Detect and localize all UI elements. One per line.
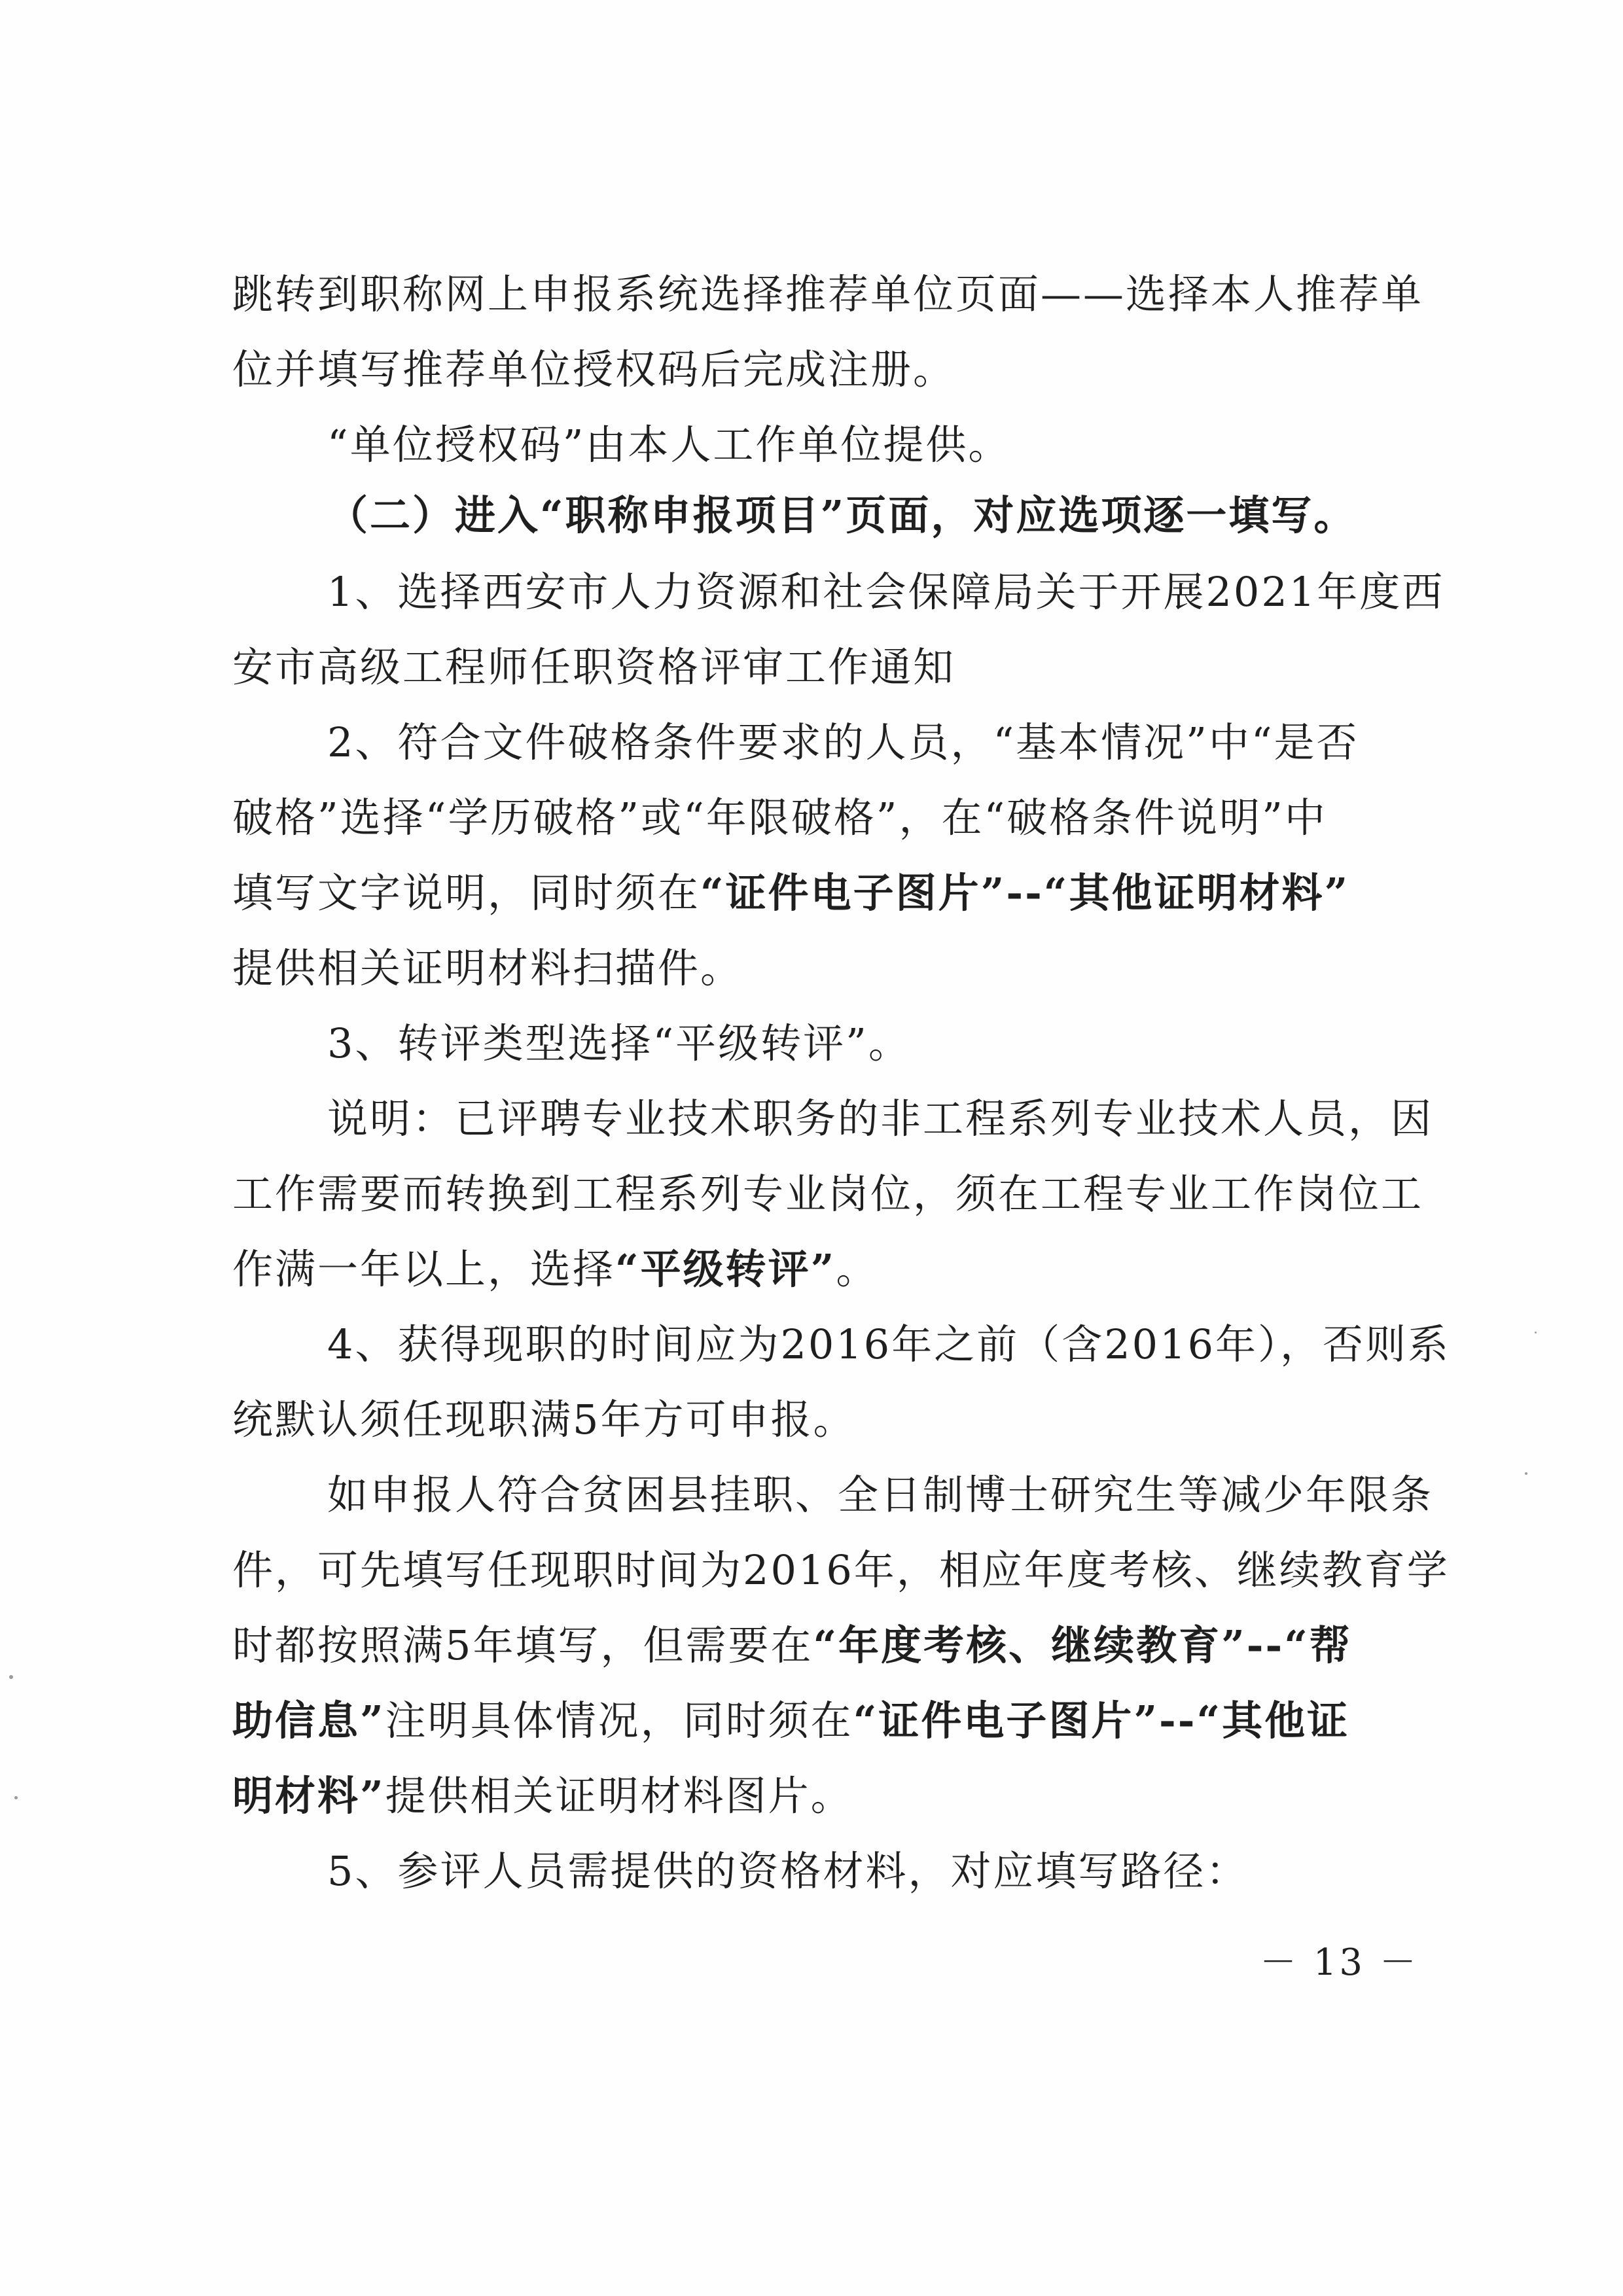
bold-text-segment: “证件电子图片”--“其他证明材料” xyxy=(700,869,1350,917)
text-segment: 作满一年以上，选择 xyxy=(232,1245,616,1293)
text-segment: 件，可先填写任现职时间为2016年，相应年度考核、继续教育学 xyxy=(232,1546,1450,1594)
text-segment: 工作需要而转换到工程系列专业岗位，须在工程专业工作岗位工 xyxy=(232,1170,1424,1218)
text-segment: 安市高级工程师任职资格评审工作通知 xyxy=(232,643,956,691)
text-line xyxy=(327,1469,1433,1521)
text-segment: 统默认须任现职满5年方可申报。 xyxy=(232,1396,856,1443)
text-line xyxy=(232,344,955,396)
bold-text-segment: “年度考核、继续教育”--“帮 xyxy=(813,1621,1352,1669)
bold-text-segment: “证件电子图片”--“其他证 xyxy=(853,1697,1350,1744)
bold-text-segment: （二）进入“职称申报项目”页面，对应选项逐一填写。 xyxy=(327,491,1357,539)
text-line xyxy=(327,716,1359,769)
text-segment: 4、获得现职的时间应为2016年之前（含2016年），否则系 xyxy=(327,1320,1451,1368)
text-line xyxy=(232,867,1349,919)
text-line xyxy=(327,1093,1433,1145)
text-segment: 注明具体情况，同时须在 xyxy=(385,1697,853,1744)
text-segment: 破格”选择“学历破格”或“年限破格”，在“破格条件说明”中 xyxy=(232,794,1327,841)
text-segment: 提供相关证明材料扫描件。 xyxy=(232,944,743,992)
text-line xyxy=(232,1770,853,1822)
bold-text-segment: 助信息” xyxy=(232,1697,385,1744)
text-line xyxy=(327,1845,1248,1898)
text-segment: 2、符合文件破格条件要求的人员，“基本情况”中“是否 xyxy=(327,718,1359,766)
text-segment: 提供相关证明材料图片。 xyxy=(385,1772,853,1820)
text-line xyxy=(232,1544,1450,1597)
scan-speck xyxy=(1535,1332,1537,1333)
text-line xyxy=(327,1017,911,1070)
text-segment: 。 xyxy=(836,1245,879,1293)
text-line xyxy=(327,419,1010,471)
text-line xyxy=(232,1243,878,1296)
page-number: － 13 － xyxy=(1260,1941,1419,1984)
text-segment: 时都按照满5年填写，但需要在 xyxy=(232,1621,813,1669)
text-segment: 说明：已评聘专业技术职务的非工程系列专业技术人员，因 xyxy=(327,1095,1434,1142)
text-line xyxy=(232,1695,1349,1747)
text-line xyxy=(327,1318,1450,1371)
text-segment: 1、选择西安市人力资源和社会保障局关于开展2021年度西 xyxy=(327,568,1445,616)
text-line xyxy=(327,489,1356,542)
text-line xyxy=(232,1394,855,1446)
text-line xyxy=(232,942,743,995)
text-segment: 跳转到职称网上申报系统选择推荐单位页面——选择本人推荐单 xyxy=(232,270,1424,318)
text-segment: 3、转评类型选择“平级转评”。 xyxy=(327,1019,911,1067)
text-line xyxy=(232,1619,1352,1672)
text-segment: 如申报人符合贫困县挂职、全日制博士研究生等减少年限条 xyxy=(327,1471,1434,1519)
text-line xyxy=(327,566,1444,618)
text-segment: 位并填写推荐单位授权码后完成注册。 xyxy=(232,345,956,393)
text-segment: 填写文字说明，同时须在 xyxy=(232,869,701,917)
bold-text-segment: “平级转评” xyxy=(615,1245,836,1293)
text-segment: 5、参评人员需提供的资格材料，对应填写路径： xyxy=(327,1847,1249,1895)
bold-text-segment: 明材料” xyxy=(232,1772,385,1820)
scan-speck xyxy=(1525,1472,1527,1475)
text-line xyxy=(232,268,1423,321)
scan-speck xyxy=(14,1796,18,1799)
text-line xyxy=(232,641,955,694)
scan-speck xyxy=(9,1675,13,1679)
text-line xyxy=(232,792,1327,844)
text-line xyxy=(232,1168,1423,1220)
text-segment: “单位授权码”由本人工作单位提供。 xyxy=(327,421,1011,468)
